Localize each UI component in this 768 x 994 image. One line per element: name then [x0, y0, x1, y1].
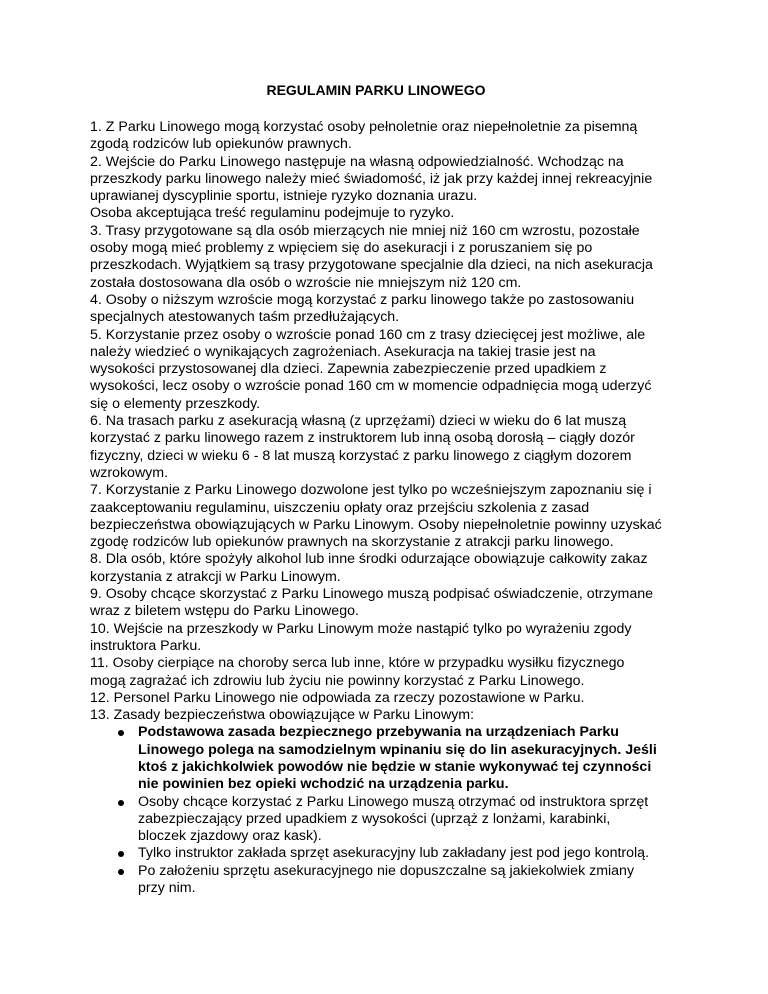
regulations-body [90, 119, 662, 897]
paragraph-3: 3. Trasy przygotowane są dla osób mierzących nie mniej niż 160 cm wzrostu, pozostałe osoby mogą mieć problemy z wpięciem się do asekuracji i z poruszaniem się po przeszkodach. Wyjątkiem są trasy przygotowane specjalnie dla dzieci, na nich asekuracja została dostosowana dla osób o wzroście nie mniejszym niż 120 cm. [90, 222, 653, 291]
paragraph-9: 9. Osoby chcące skorzystać z Parku Linowego muszą podpisać oświadczenie, otrzymane wraz z biletem wstępu do Parku Linowego. [90, 586, 654, 620]
page-title: REGULAMIN PARKU LINOWEGO [266, 82, 486, 98]
paragraph-1: 1. Z Parku Linowego mogą korzystać osoby pełnoletnie oraz niepełnoletnie za pisemną zgodą rodziców lub opiekunów prawnych. [90, 119, 638, 153]
list-item-text: Tylko instruktor zakłada sprzęt asekuracyjny lub zakładany jest pod jego kontrolą. [138, 845, 650, 862]
bullet-icon [118, 730, 124, 736]
paragraph-6: 6. Na trasach parku z asekuracją własną (z uprzężami) dzieci w wieku do 6 lat muszą korzystać z parku linowego razem z instruktorem lub inną osobą dorosłą – ciągły dozór fizyczny, dzieci w wieku 6 - 8 lat muszą korzystać z parku linowego z ciągłym dozorem wzrokowym. [90, 413, 635, 481]
paragraph-5: 5. Korzystanie przez osoby o wzroście ponad 160 cm z trasy dziecięcej jest możliwe, ale należy wiedzieć o wynikających zagrożeniach. Asekuracja na takiej trasie jest na wysokości przystosowanej dla dzieci. Zapewnia zabezpieczenie przed upadkiem z wysokości, lecz osoby o wzroście ponad 160 cm w momencie odpadnięcia mogą uderzyć się o elementy przeszkody. [90, 326, 652, 412]
bullet-icon [118, 800, 124, 806]
bullet-icon [118, 869, 124, 875]
list-item [138, 845, 662, 862]
paragraph-2: 2. Wejście do Parku Linowego następuje na własną odpowiedzialność. Wchodząc na przeszkody parku linowego należy mieć świadomość, iż jak przy każdej innej rekreacyjnie uprawianej dyscyplinie sportu, istnieje ryzyko doznania urazu. [90, 153, 653, 205]
paragraph-2-note: Osoba akceptująca treść regulaminu podejmuje to ryzyko. [90, 205, 455, 222]
paragraph-11: 11. Osoby cierpiące na choroby serca lub inne, które w przypadku wysiłku fizycznego mogą zagrażać ich zdrowiu lub życiu nie powinny korzystać z Parku Linowego. [90, 655, 625, 689]
safety-rules-list [90, 724, 662, 897]
list-item-text: Podstawowa zasada bezpiecznego przebywania na urządzeniach Parku Linowego polega na samodzielnym wpinaniu się do lin asekuracyjnych. Jeśli ktoś z jakichkolwiek powodów nie będzie w stanie wykonywać tej czynności nie powinien bez opieki wchodzić na urządzenia parku. [138, 724, 657, 793]
paragraph-13: 13. Zasady bezpieczeństwa obowiązujące w Parku Linowym: [90, 707, 475, 724]
paragraph-7: 7. Korzystanie z Parku Linowego dozwolone jest tylko po wcześniejszym zapoznaniu się i zaakceptowaniu regulaminu, uiszczeniu opłaty oraz przejściu szkolenia z zasad bezpieczeństwa obowiązujących w Parku Linowym. Osoby niepełnoletnie powinny uzyskać zgodę rodziców lub opiekunów prawnych na skorzystanie z atrakcji parku linowego. [90, 482, 662, 551]
list-item [138, 863, 662, 898]
list-item [138, 724, 662, 793]
paragraph-12: 12. Personel Parku Linowego nie odpowiada za rzeczy pozostawione w Parku. [90, 689, 585, 706]
paragraph-10: 10. Wejście na przeszkody w Parku Linowym może nastąpić tylko po wyrażeniu zgody instruktora Parku. [90, 620, 632, 654]
list-item-text: Osoby chcące korzystać z Parku Linowego muszą otrzymać od instruktora sprzęt zabezpieczający przed upadkiem z wysokości (uprząż z lonżami, karabinki, bloczek zjazdowy oraz kask). [138, 793, 649, 845]
paragraph-8: 8. Dla osób, które spożyły alkohol lub inne środki odurzające obowiązuje całkowity zakaz korzystania z atrakcji w Parku Linowym. [90, 551, 648, 585]
bullet-icon [118, 851, 124, 857]
list-item-text: Po założeniu sprzętu asekuracyjnego nie dopuszczalne są jakiekolwiek zmiany przy nim. [138, 862, 635, 897]
list-item [138, 794, 662, 846]
paragraph-4: 4. Osoby o niższym wzroście mogą korzystać z parku linowego także po zastosowaniu specjalnych atestowanych taśm przedłużających. [90, 291, 635, 326]
